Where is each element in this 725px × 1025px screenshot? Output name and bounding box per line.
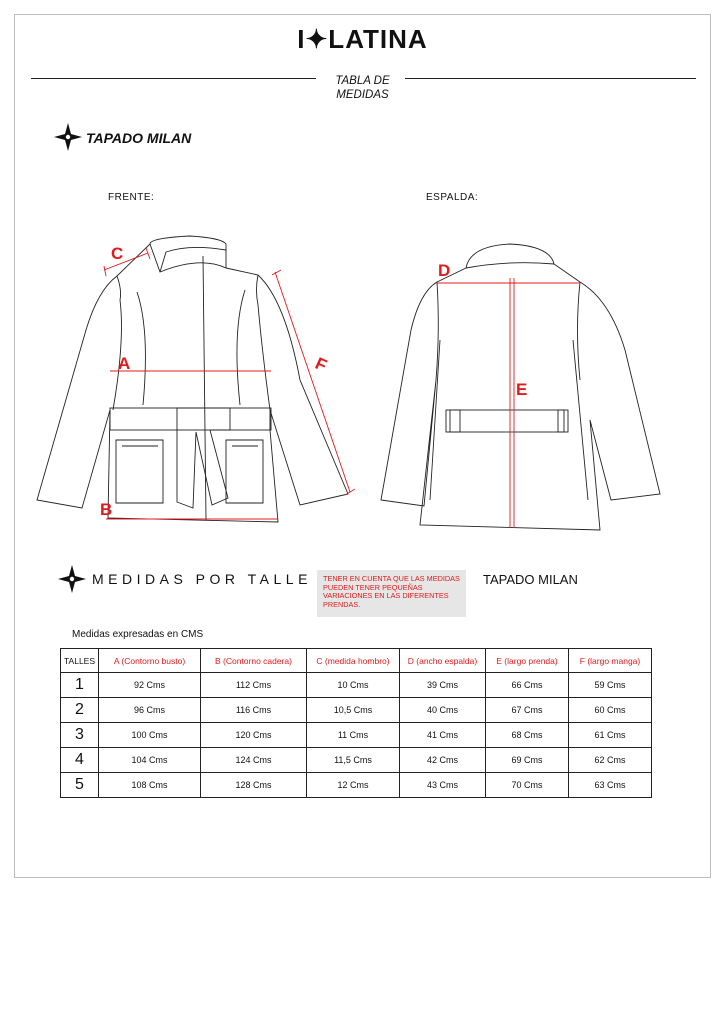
- table-cell: 96 Cms: [99, 698, 201, 723]
- header-cell-c: C (medida hombro): [307, 649, 400, 673]
- table-header-row: [61, 649, 652, 673]
- table-cell: 124 Cms: [201, 748, 307, 773]
- table-cell: 120 Cms: [201, 723, 307, 748]
- table-cell: 60 Cms: [569, 698, 652, 723]
- table-cell: 43 Cms: [400, 773, 486, 798]
- units-caption: Medidas expresadas en CMS: [72, 629, 204, 640]
- back-view-label: ESPALDA:: [426, 192, 479, 203]
- table-cell: 108 Cms: [99, 773, 201, 798]
- header-cell-a: A (Contorno busto): [99, 649, 201, 673]
- size-cell: 1: [61, 673, 99, 698]
- size-cell: 5: [61, 773, 99, 798]
- table-cell: 10 Cms: [307, 673, 400, 698]
- table-cell: 10,5 Cms: [307, 698, 400, 723]
- sizes-product-name: TAPADO MILAN: [483, 572, 578, 587]
- table-row: [61, 698, 652, 723]
- table-cell: 128 Cms: [201, 773, 307, 798]
- product-title: TAPADO MILAN: [86, 130, 192, 146]
- header-cell-f: F (largo manga): [569, 649, 652, 673]
- dimension-label-c: C: [111, 244, 124, 263]
- table-cell: 12 Cms: [307, 773, 400, 798]
- subtitle-line-1: TABLA DE: [335, 75, 390, 87]
- table-cell: 11,5 Cms: [307, 748, 400, 773]
- table-row: [61, 773, 652, 798]
- table-cell: 100 Cms: [99, 723, 201, 748]
- header-cell-talles: TALLES: [61, 649, 99, 673]
- dimension-label-e: E: [516, 380, 528, 399]
- table-cell: 116 Cms: [201, 698, 307, 723]
- table-row: [61, 723, 652, 748]
- front-view-drawing: [37, 236, 348, 522]
- table-cell: 92 Cms: [99, 673, 201, 698]
- table-cell: 63 Cms: [569, 773, 652, 798]
- sizes-section-title: MEDIDAS POR TALLE: [92, 571, 312, 587]
- dimension-label-f: F: [312, 353, 330, 376]
- dimension-f-line: [275, 272, 350, 492]
- variation-note: TENER EN CUENTA QUE LAS MEDIDAS PUEDEN TENER PEQUEÑAS VARIACIONES EN LAS DIFERENTES PRENDAS.: [317, 570, 466, 617]
- table-cell: 41 Cms: [400, 723, 486, 748]
- header-cell-d: D (ancho espalda): [400, 649, 486, 673]
- header-cell-b: B (Contorno cadera): [201, 649, 307, 673]
- dimension-label-d: D: [438, 261, 451, 280]
- dimension-lines: [104, 248, 580, 528]
- table-cell: 112 Cms: [201, 673, 307, 698]
- table-cell: 70 Cms: [486, 773, 569, 798]
- table-cell: 67 Cms: [486, 698, 569, 723]
- table-cell: 68 Cms: [486, 723, 569, 748]
- table-row: [61, 673, 652, 698]
- size-cell: 4: [61, 748, 99, 773]
- table-cell: 66 Cms: [486, 673, 569, 698]
- dimension-label-a: A: [118, 354, 131, 373]
- table-cell: 11 Cms: [307, 723, 400, 748]
- table-cell: 59 Cms: [569, 673, 652, 698]
- dimension-labels: [100, 244, 527, 519]
- table-cell: 61 Cms: [569, 723, 652, 748]
- four-point-star-icon: [57, 564, 87, 594]
- table-cell: 39 Cms: [400, 673, 486, 698]
- size-cell: 2: [61, 698, 99, 723]
- brand-logo: I✦LATINA: [297, 24, 428, 54]
- table-cell: 40 Cms: [400, 698, 486, 723]
- subtitle-line-2: MEDIDAS: [336, 89, 389, 101]
- table-row: [61, 748, 652, 773]
- size-cell: 3: [61, 723, 99, 748]
- header-cell-e: E (largo prenda): [486, 649, 569, 673]
- table-cell: 62 Cms: [569, 748, 652, 773]
- size-table: [60, 648, 652, 798]
- dimension-label-b: B: [100, 500, 113, 519]
- table-cell: 69 Cms: [486, 748, 569, 773]
- table-cell: 104 Cms: [99, 748, 201, 773]
- table-cell: 42 Cms: [400, 748, 486, 773]
- front-view-label: FRENTE:: [108, 192, 155, 203]
